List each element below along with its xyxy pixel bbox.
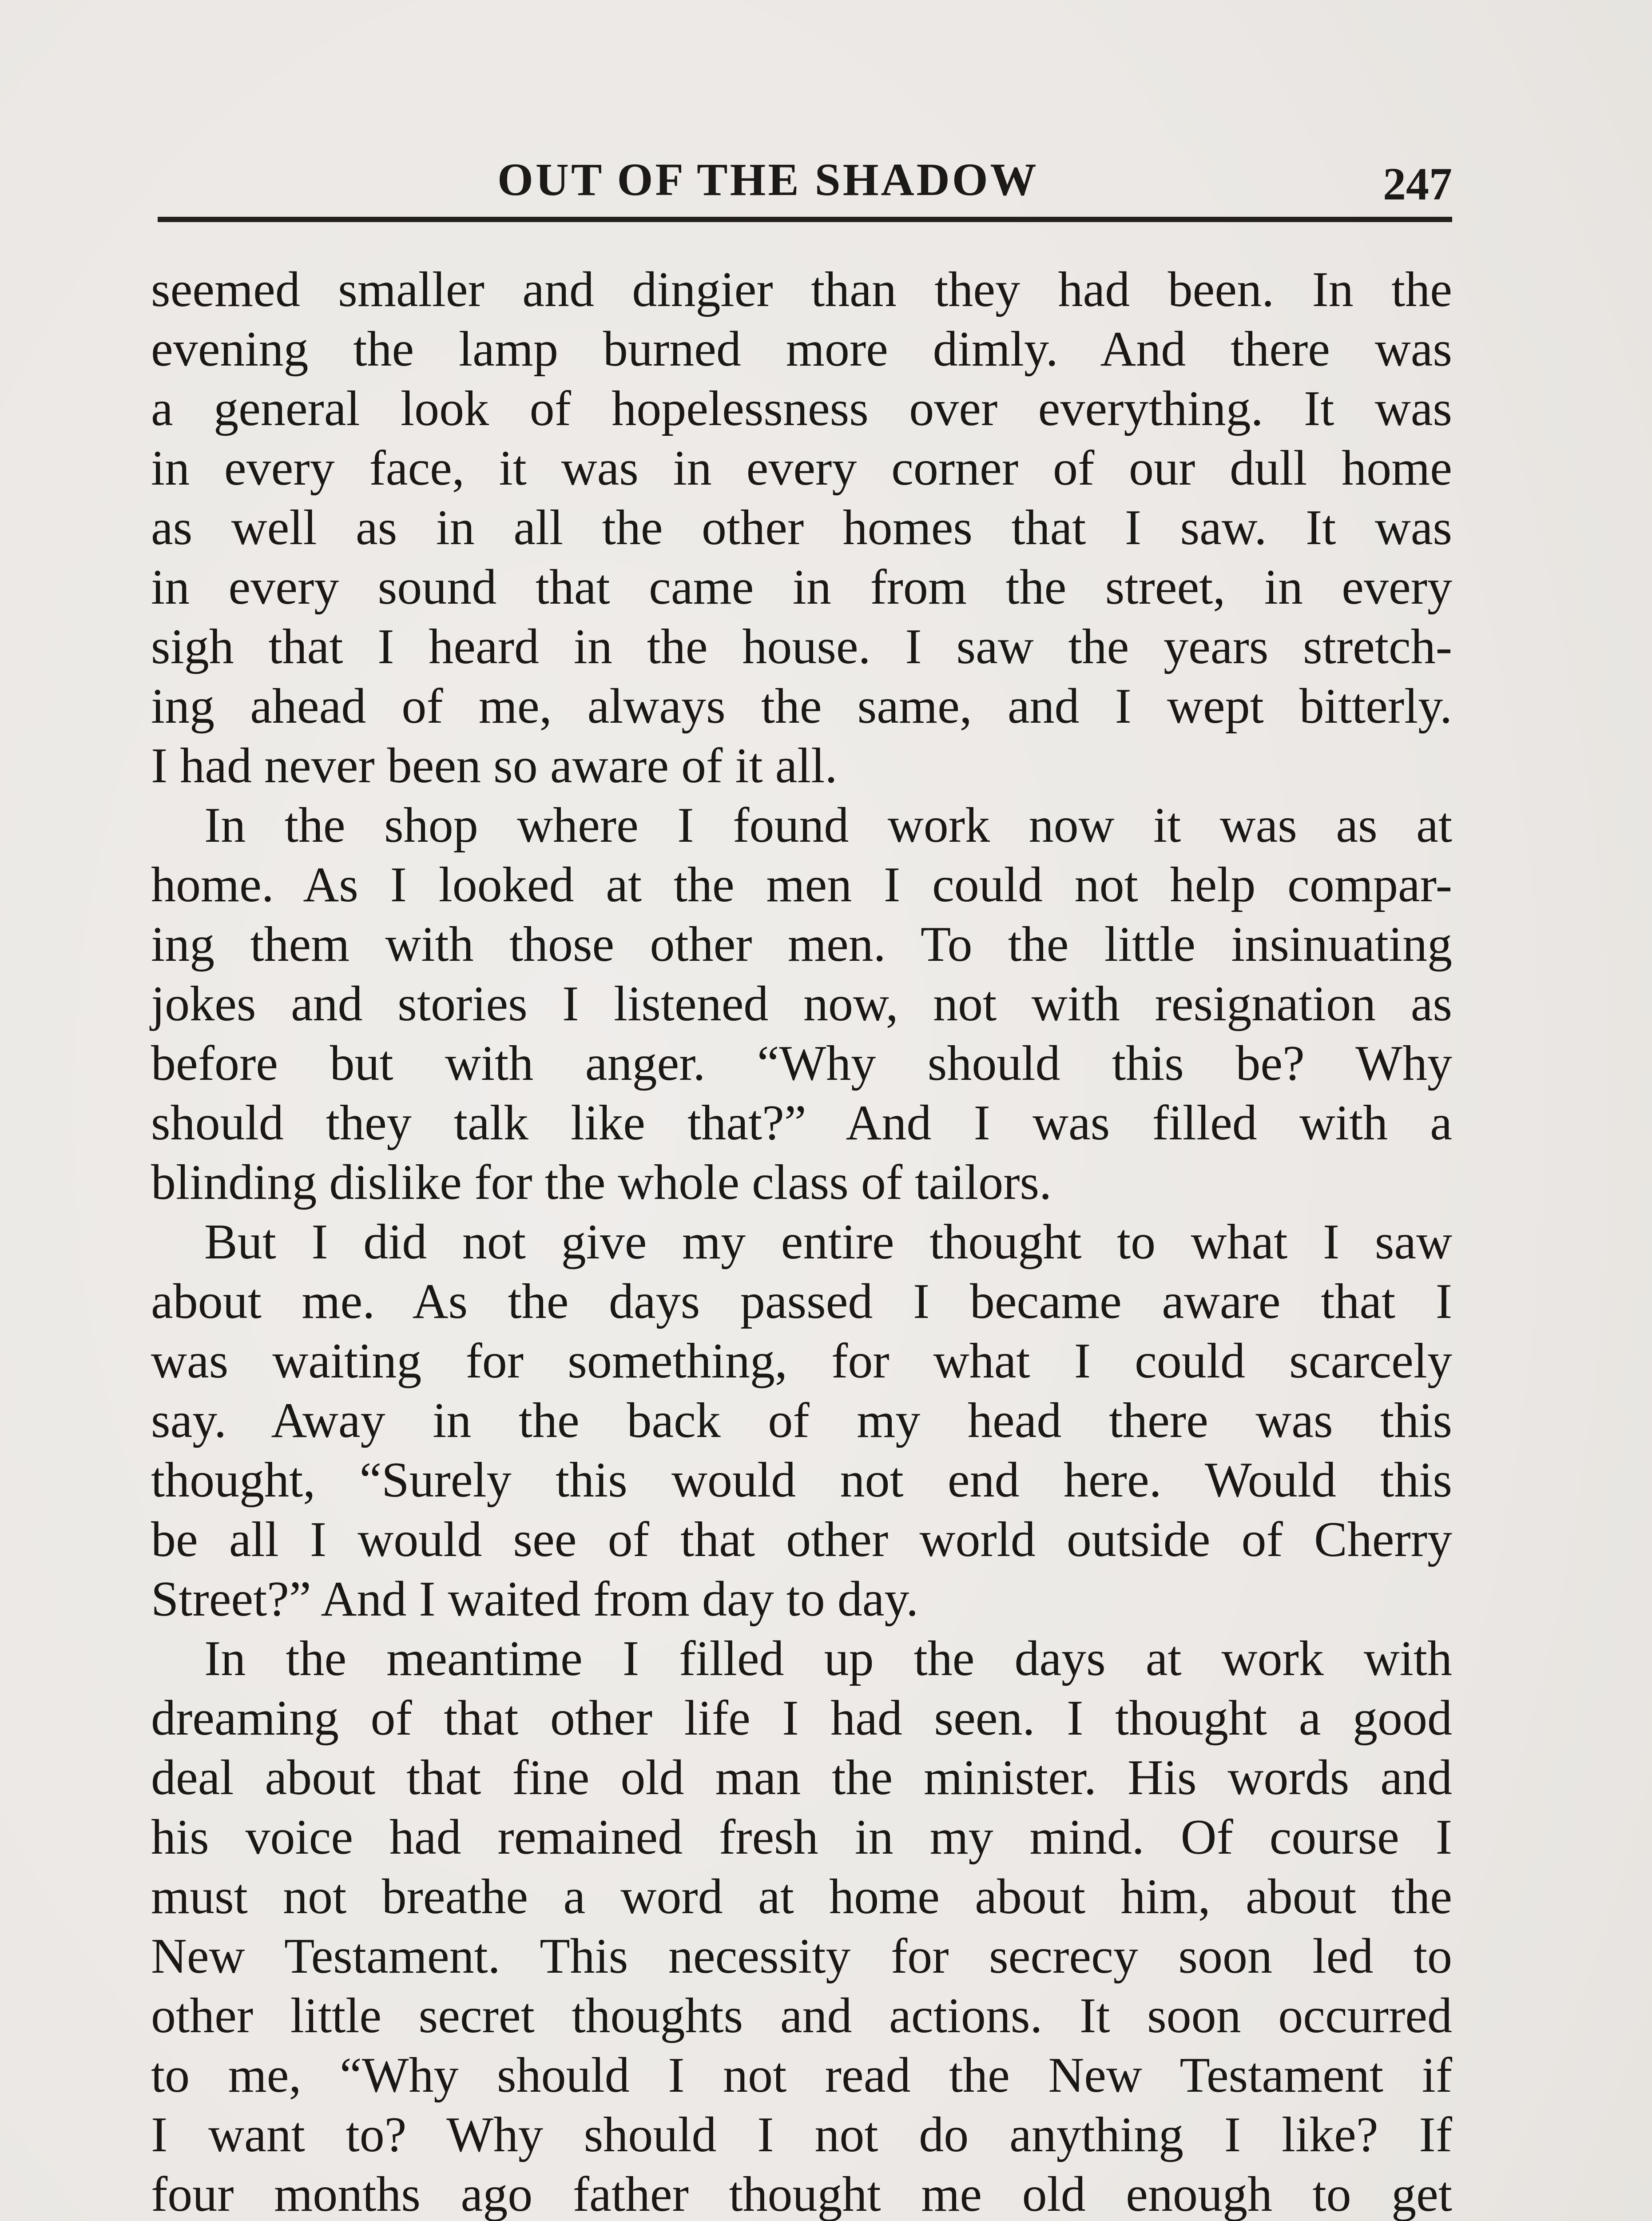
text-line: sigh that I heard in the house. I saw the years stretch- [151, 619, 1452, 674]
text-line: ing ahead of me, always the same, and I wept bitterly. [151, 679, 1452, 734]
text-line: dreaming of that other life I had seen. I thought a good [151, 1691, 1452, 1746]
text-line: home. As I looked at the men I could not help compar- [151, 857, 1452, 912]
text-line: blinding dislike for the whole class of tailors. [151, 1155, 1052, 1210]
page-number: 247 [1383, 159, 1452, 210]
text-line: jokes and stories I listened now, not with resignation as [151, 976, 1452, 1031]
running-header [151, 149, 1452, 215]
text-line: was waiting for something, for what I could scarcely [151, 1333, 1452, 1389]
text-line: I want to? Why should I not do anything I like? If [151, 2107, 1452, 2162]
text-line: about me. As the days passed I became aware that I [151, 1274, 1452, 1329]
text-line: his voice had remained fresh in my mind. Of course I [151, 1810, 1452, 1865]
running-title: OUT OF THE SHADOW [497, 154, 1039, 205]
text-line: New Testament. This necessity for secrecy soon led to [151, 1929, 1452, 1984]
text-line: four months ago father thought me old enough to get [151, 2167, 1452, 2221]
text-line: be all I would see of that other world outside of Cherry [151, 1512, 1452, 1567]
text-line: to me, “Why should I not read the New Testament if [151, 2048, 1452, 2103]
text-line: other little secret thoughts and actions. It soon occurred [151, 1988, 1452, 2043]
text-line: Street?” And I waited from day to day. [151, 1572, 919, 1627]
text-line: in every sound that came in from the street, in every [151, 560, 1452, 615]
header-rule [158, 217, 1452, 222]
text-line: seemed smaller and dingier than they had been. In the [151, 262, 1452, 317]
text-line: say. Away in the back of my head there was this [151, 1393, 1452, 1448]
text-line: In the shop where I found work now it was as at [204, 798, 1452, 853]
text-line: before but with anger. “Why should this be? Why [151, 1036, 1452, 1091]
text-line: I had never been so aware of it all. [151, 738, 838, 793]
text-line: But I did not give my entire thought to what I saw [204, 1214, 1452, 1270]
text-line: should they talk like that?” And I was filled with a [151, 1095, 1452, 1150]
text-line: deal about that fine old man the minister. His words and [151, 1750, 1452, 1805]
text-line: evening the lamp burned more dimly. And there was [151, 322, 1452, 377]
text-line: as well as in all the other homes that I saw. It was [151, 500, 1452, 555]
text-line: In the meantime I filled up the days at work with [204, 1631, 1452, 1686]
text-line: in every face, it was in every corner of our dull home [151, 441, 1452, 496]
text-line: thought, “Surely this would not end here. Would this [151, 1453, 1452, 1508]
text-line: must not breathe a word at home about him, about the [151, 1869, 1452, 1924]
text-line: ing them with those other men. To the little insinuating [151, 917, 1452, 972]
body-text [151, 260, 1452, 2221]
text-line: a general look of hopelessness over everything. It was [151, 381, 1452, 436]
